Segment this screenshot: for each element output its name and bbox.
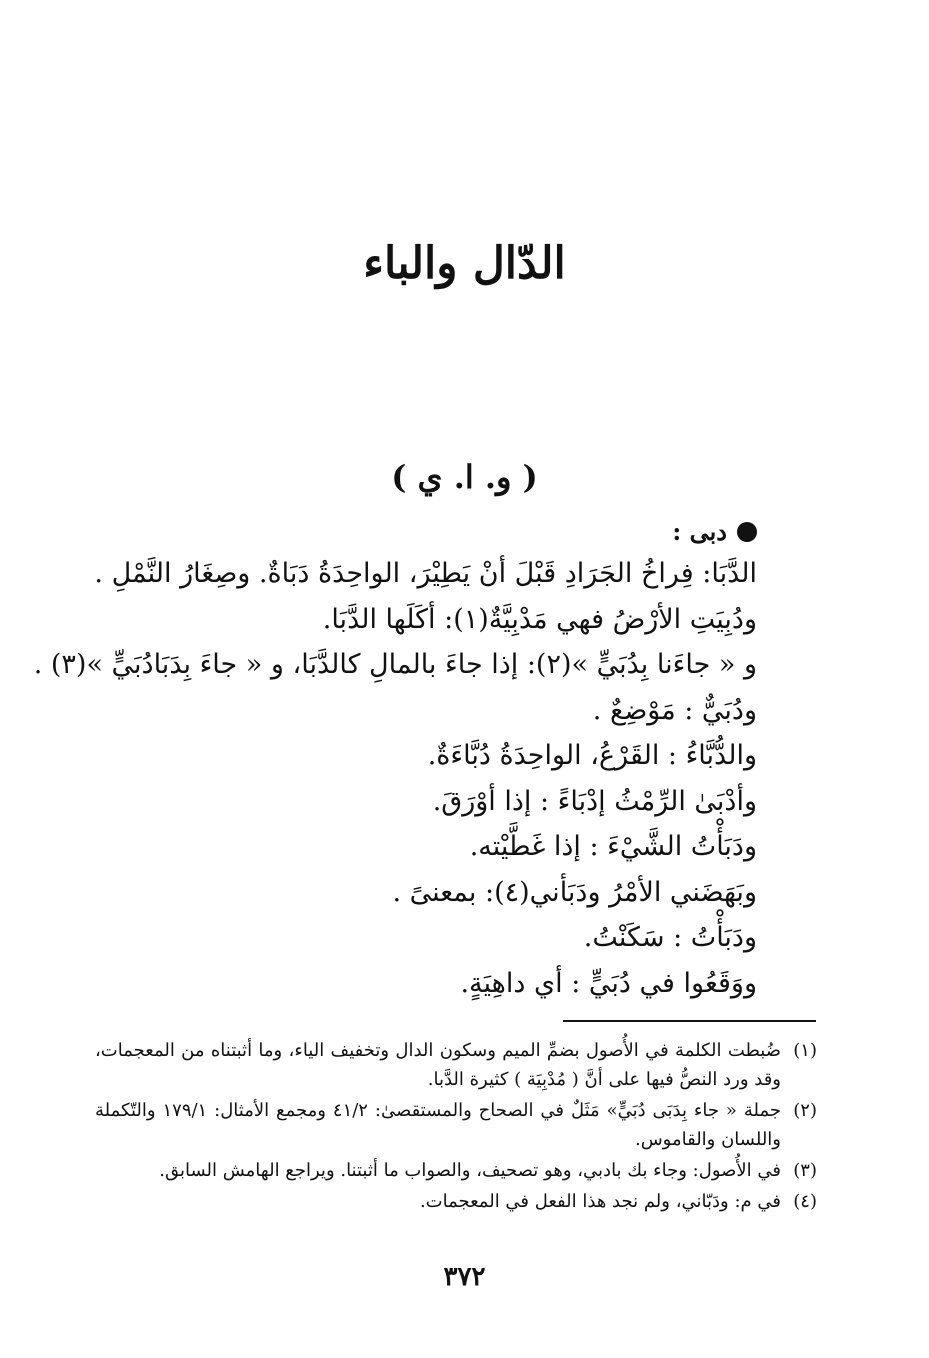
entry-line: الدَّبَا: فِراخُ الجَرَادِ قَبْلَ أنْ يَطِيْرَ، الواحِدَةُ دَبَاةٌ. وصِغَارُ النَّمْلِ .	[94, 558, 757, 589]
footnote-text: ضُبطت الكلمة في الأُصول بضمِّ الميم وسكون الدال وتخفيف الياء، وما أثبتناه من المعجمات، وقد ورد النصُّ فيها على أنَّ ( مُدْبِيَة ) كثيرة الدَّبا.	[95, 1040, 781, 1090]
chapter-title: الدّال والباء	[363, 238, 566, 289]
footnote	[95, 1036, 817, 1094]
footnotes	[95, 1036, 817, 1216]
footnote-text: في م: ودَبّاني، ولم نجد هذا الفعل في المعجمات.	[419, 1191, 781, 1212]
footnote-number: (١)	[793, 1040, 817, 1061]
footnote-text: في الأُصول: وجاء بك بادبي، وهو تصحيف، والصواب ما أثبتنا. ويراجع الهامش السابق.	[159, 1160, 781, 1181]
footnote-number: (٢)	[793, 1100, 817, 1121]
entry-line: و « جاءَنا بِدُبَيٍّ »(٢): إذا جاءَ بالمالِ كالدَّبَا، و « جاءَ بِدَبَادُبَيٍّ »(٣) .	[33, 649, 757, 680]
entry-headword: دبى :	[672, 517, 727, 546]
footnote-text: جملة « جاء بِدَبَى دُبَيٍّ» مَثَلٌ في الصحاح والمستقصىٰ: ٤١/٢ ومجمع الأمثال: ١٧٩/١ والتّكملة واللسان والقاموس.	[95, 1100, 781, 1150]
entry-head	[117, 515, 757, 549]
footnote	[95, 1096, 817, 1154]
footnote-divider	[563, 1020, 816, 1022]
entry-line: والدُّبَّاءُ : القَرْعُ، الواحِدَةُ دُبَّاءَةٌ.	[427, 740, 757, 771]
entry-line: ووَقَعُوا في دُبَيٍّ : أي داهِيَةٍ.	[460, 967, 757, 999]
root-heading: ( و. ا. ي )	[391, 458, 538, 496]
bullet-icon	[737, 522, 757, 542]
dictionary-entry	[33, 515, 757, 1006]
entry-line: ودَبَأْتُ : سَكَنْتُ.	[583, 922, 757, 953]
entry-line: ودُبَيٌّ : مَوْضِعٌ .	[592, 694, 757, 726]
footnote-number: (٣)	[793, 1160, 817, 1181]
entry-body	[33, 551, 757, 1006]
entry-line: ودُبِيَتِ الأرْضُ فهي مَدْبِيَّةٌ(١): أكَلَها الدَّبَا.	[322, 603, 757, 635]
footnote-number: (٤)	[793, 1191, 817, 1212]
entry-line: ودَبَأْتُ الشَّيْءَ : إذا غَطَّيْته.	[469, 831, 757, 862]
entry-line: وبَهَضَني الأمْرُ ودَبَأني(٤): بمعنىً .	[392, 876, 757, 908]
page-number: ٣٧٢	[443, 1262, 486, 1292]
footnote	[95, 1187, 817, 1216]
entry-line: وأدْبَىٰ الرِّمْثُ إدْبَاءً : إذا أوْرَقَ.	[432, 785, 757, 817]
footnote	[95, 1156, 817, 1185]
